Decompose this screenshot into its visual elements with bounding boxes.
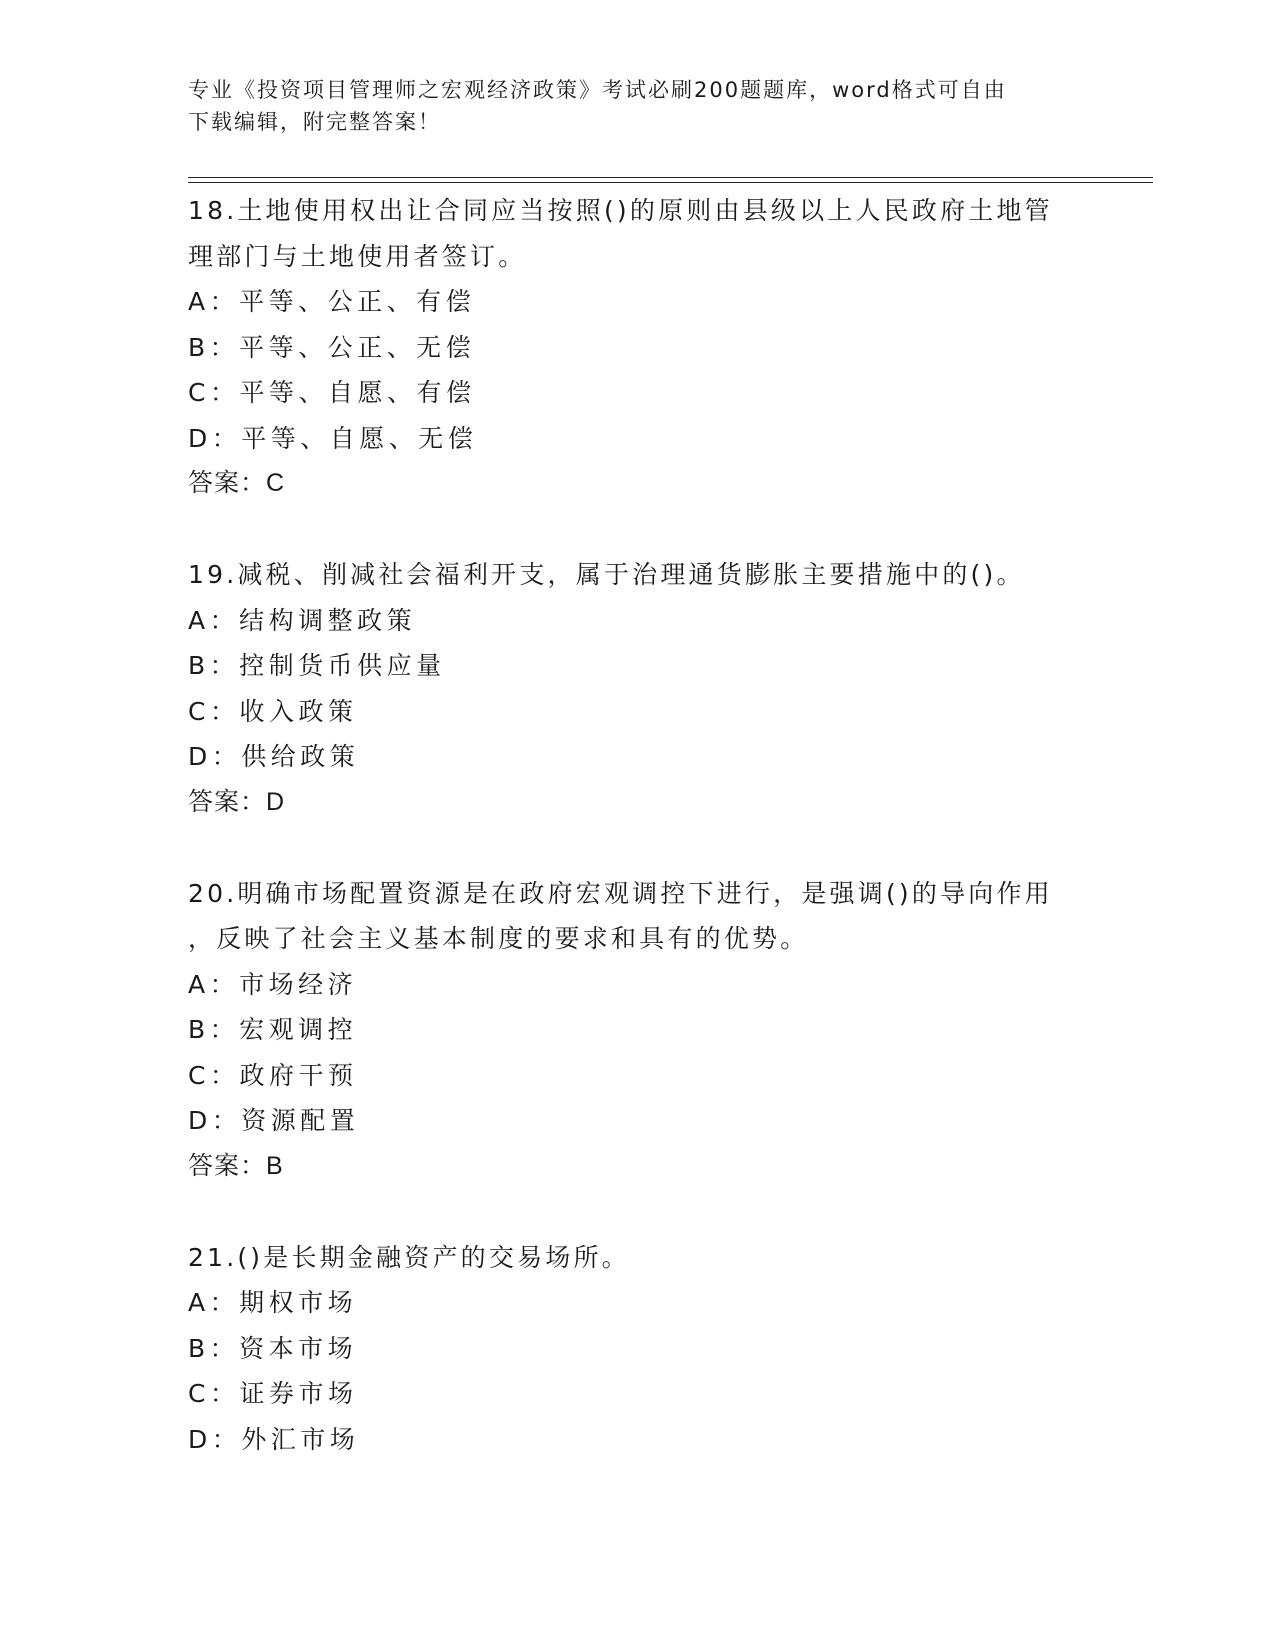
option-c: C：收入政策 <box>188 696 358 726</box>
option-d: D：供给政策 <box>188 742 360 771</box>
option-b: B：资本市场 <box>188 1333 358 1363</box>
header-line-1: 专业《投资项目管理师之宏观经济政策》考试必刷200题题库，word格式可自由 <box>188 78 1007 102</box>
spacer <box>188 825 1088 871</box>
option-a: A：市场经济 <box>188 969 358 999</box>
option-b: B：控制货币供应量 <box>188 651 446 680</box>
question-stem-continued: 理部门与土地使用者签订。 <box>188 241 527 271</box>
option-a: A：平等、公正、有偿 <box>188 287 476 316</box>
document-header <box>188 74 1088 138</box>
answer: 答案：D <box>188 787 286 816</box>
question-list <box>188 188 1088 1462</box>
spacer <box>188 507 1088 553</box>
header-line-2: 下载编辑，附完整答案！ <box>188 110 441 134</box>
question-stem: 20.明确市场配置资源是在政府宏观调控下进行，是强调()的导向作用 <box>188 878 1053 908</box>
question-stem: 19.减税、削减社会福利开支，属于治理通货膨胀主要措施中的()。 <box>188 560 1025 589</box>
option-d: D：外汇市场 <box>188 1424 360 1454</box>
question-19 <box>188 552 1088 825</box>
option-d: D：资源配置 <box>188 1106 360 1135</box>
option-d: D：平等、自愿、无偿 <box>188 423 478 453</box>
option-a: A：结构调整政策 <box>188 605 417 635</box>
answer: 答案：C <box>188 469 286 497</box>
question-stem: 18.土地使用权出让合同应当按照()的原则由县级以上人民政府土地管 <box>188 196 1053 225</box>
option-b: B：平等、公正、无偿 <box>188 332 476 362</box>
spacer <box>188 1189 1088 1235</box>
header-divider-top <box>188 177 1153 178</box>
question-stem-continued: ，反映了社会主义基本制度的要求和具有的优势。 <box>188 924 809 953</box>
header-divider-bottom <box>188 182 1153 183</box>
option-a: A：期权市场 <box>188 1288 358 1317</box>
option-c: C：平等、自愿、有偿 <box>188 378 476 407</box>
question-20 <box>188 871 1088 1190</box>
option-b: B：宏观调控 <box>188 1015 358 1044</box>
option-c: C：证券市场 <box>188 1379 358 1408</box>
question-18 <box>188 188 1088 507</box>
option-c: C：政府干预 <box>188 1060 358 1090</box>
question-stem: 21.()是长期金融资产的交易场所。 <box>188 1242 630 1272</box>
answer: 答案：B <box>188 1151 284 1180</box>
question-21 <box>188 1235 1088 1463</box>
